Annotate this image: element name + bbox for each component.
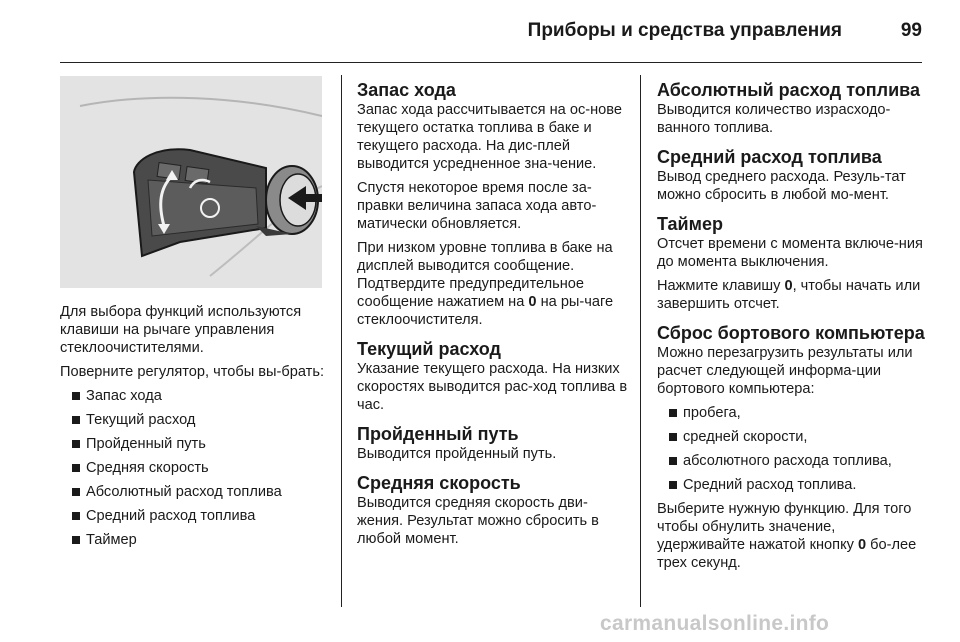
header-rule [60,62,922,63]
list-item-label: Средний расход топлива [86,508,256,524]
range-heading: Запас хода [357,80,456,100]
list-item-label: Запас хода [86,388,162,404]
timer-text-2-end: , чтобы начать или завершить отсчет. [657,278,921,312]
absolute-consumption-text: Выводится количество израсходо-ванного топлива. [657,102,891,136]
list-item-label: Текущий расход [86,412,196,428]
key-zero: 0 [857,537,867,553]
range-text-3 [357,239,629,329]
watermark: carmanualsonline.info [600,612,830,635]
middle-column [357,80,629,558]
column-divider-1 [341,75,342,607]
timer-text-2 [657,277,927,313]
wiper-lever-drawing [60,76,322,288]
current-consumption-text: Указание текущего расхода. На низких скоростях выводится рас-ход топлива в час. [357,361,628,413]
bullet-icon [669,457,677,465]
page-header [60,14,922,52]
bullet-icon [72,512,80,520]
key-zero: 0 [784,278,793,294]
range-text-2: Спустя некоторое время после за-правки величина запаса хода авто-матически обновляется. [357,180,597,232]
list-item-label: абсолютного расхода топлива, [683,453,892,469]
reset-heading: Сброс бортового компьютера [657,323,925,343]
bullet-icon [669,409,677,417]
list-item-label: Средний расход топлива. [683,477,857,493]
list-item [657,476,927,494]
bullet-icon [72,392,80,400]
absolute-consumption-section [657,80,927,137]
bullet-icon [669,481,677,489]
reset-section [657,323,927,572]
function-list [60,387,330,549]
timer-section [657,214,927,313]
wiper-lever-illustration [60,76,322,288]
list-item [657,452,927,470]
average-consumption-heading: Средний расход топлива [657,147,882,167]
timer-heading: Таймер [657,214,723,234]
right-column [657,80,927,582]
range-section [357,80,629,329]
intro-text: Для выбора функций используются клавиши на рычаге управления стеклоочистителями. [60,304,302,356]
page-number: 99 [900,20,922,41]
list-item [60,387,330,405]
list-item-label: средней скорости, [683,429,808,445]
list-item-label: Средняя скорость [86,460,209,476]
reset-instruction-start: Выберите нужную функцию. Для того чтобы обнулить значение, удерживайте нажатой кнопку [657,501,912,553]
range-text-3-end: на ры-чаге стеклоочистителя. [357,294,614,328]
list-item [657,404,927,422]
average-speed-text: Выводится средняя скорость дви-жения. Результат можно сбросить в любой момент. [357,495,599,547]
range-text-1: Запас хода рассчитывается на ос-нове текущего остатка топлива в баке и текущего расхода. На дис-плей выводится усредненное зна-чение. [357,102,623,172]
timer-text-1: Отсчет времени с момента включе-ния до момента выключения. [657,236,923,270]
reset-list [657,404,927,494]
bullet-icon [72,488,80,496]
column-divider-2 [640,75,641,607]
reset-instruction-end: бо-лее трех секунд. [657,537,917,571]
list-item-label: пробега, [683,405,741,421]
reset-text: Можно перезагрузить результаты или расчет следующей информа-ции бортового компьютера: [657,345,913,397]
bullet-icon [72,440,80,448]
list-item-label: Абсолютный расход топлива [86,484,282,500]
average-consumption-section [657,147,927,204]
average-speed-heading: Средняя скорость [357,473,521,493]
reset-instruction [657,500,927,572]
list-item-label: Таймер [86,532,137,548]
current-consumption-section [357,339,629,414]
list-item [60,507,330,525]
timer-text-2-start: Нажмите клавишу [657,278,785,294]
average-speed-section [357,473,629,548]
absolute-consumption-heading: Абсолютный расход топлива [657,80,920,100]
list-item [60,435,330,453]
average-consumption-text: Вывод среднего расхода. Резуль-тат можно сбросить в любой мо-мент. [657,169,906,203]
rotate-instruction: Поверните регулятор, чтобы вы-брать: [60,364,324,380]
list-item-label: Пройденный путь [86,436,206,452]
distance-heading: Пройденный путь [357,424,519,444]
current-consumption-heading: Текущий расход [357,339,501,359]
list-item [60,459,330,477]
bullet-icon [669,433,677,441]
bullet-icon [72,464,80,472]
list-item [60,483,330,501]
distance-text: Выводится пройденный путь. [357,446,557,462]
bullet-icon [72,536,80,544]
header-title: Приборы и средства управления [527,20,842,41]
list-item [60,531,330,549]
range-text-3-start: При низком уровне топлива в баке на дисплей выводится сообщение. Подтвердите предупредительное сообщение нажатием на [357,240,613,310]
list-item [657,428,927,446]
bullet-icon [72,416,80,424]
list-item [60,411,330,429]
left-column [60,303,330,555]
key-zero: 0 [528,294,537,310]
distance-section [357,424,629,463]
